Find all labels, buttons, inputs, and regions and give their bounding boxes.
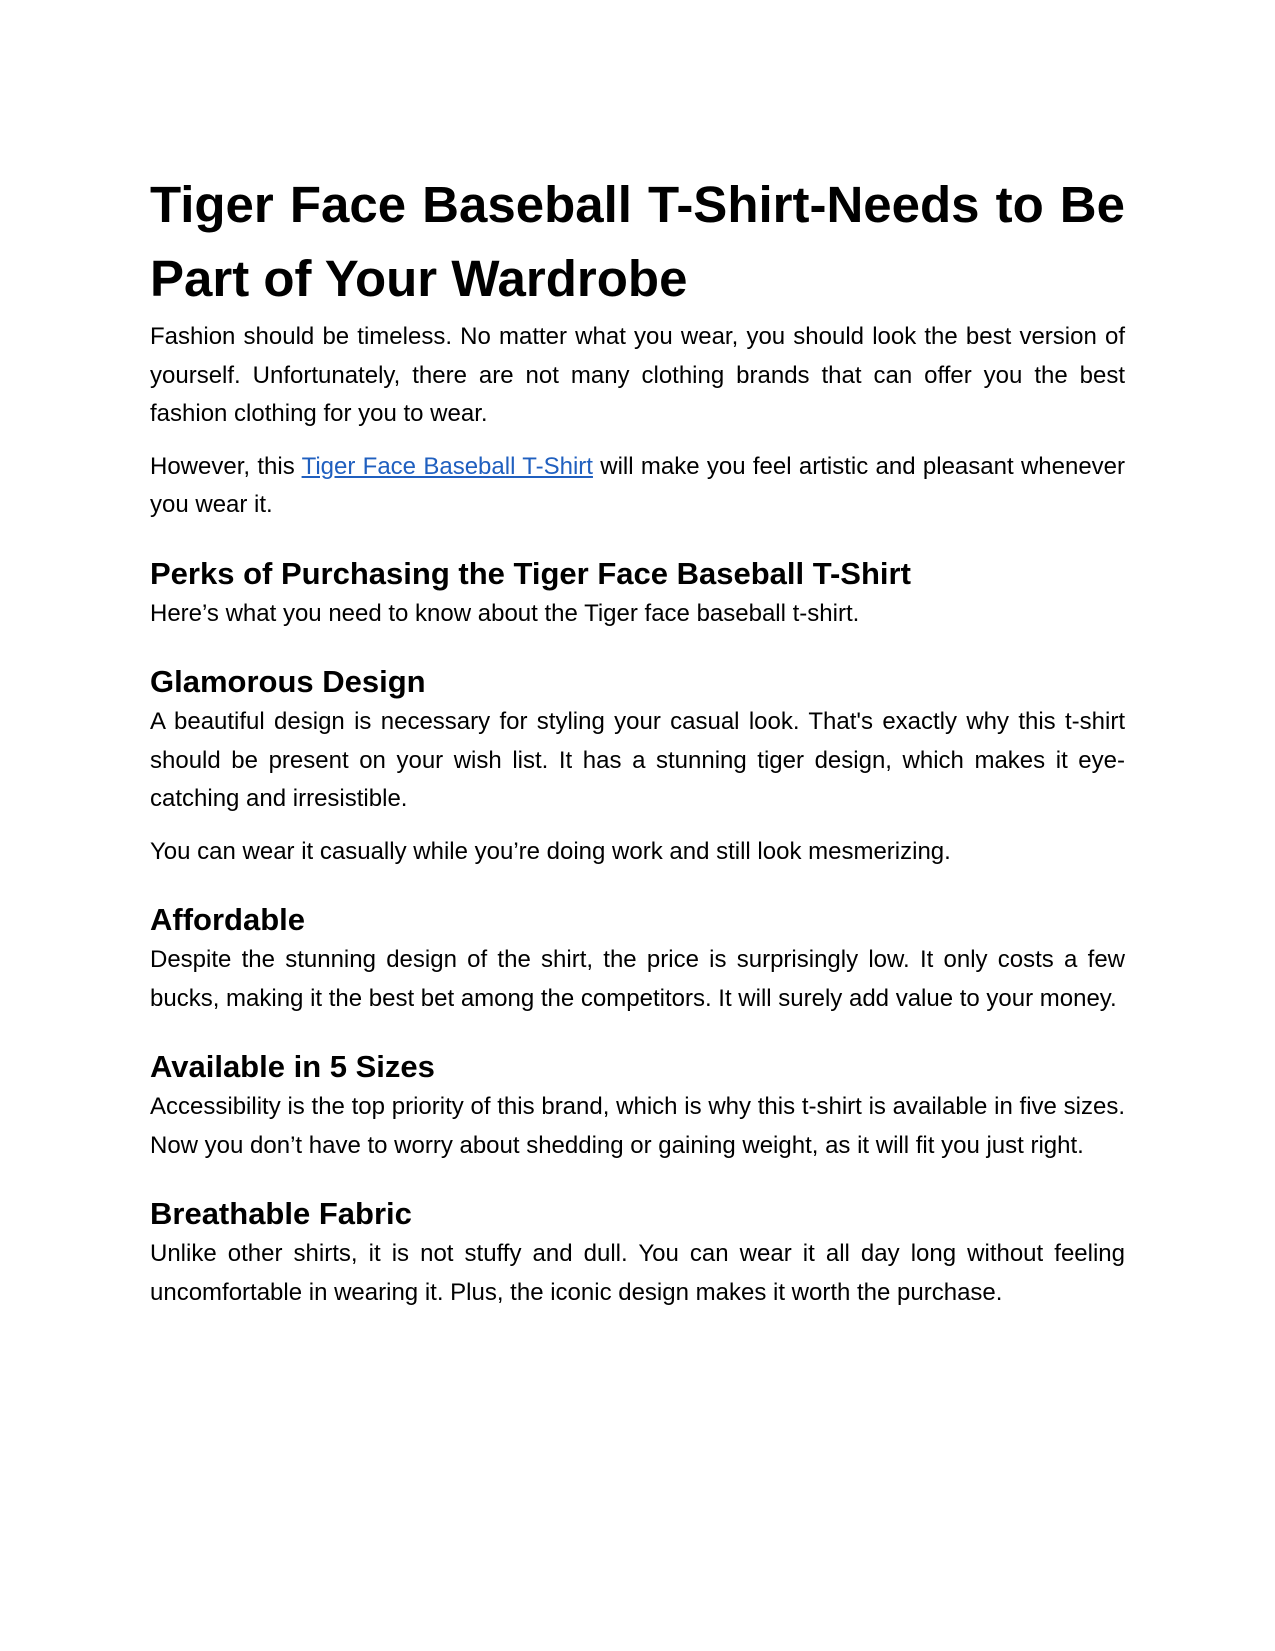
breathable-fabric-paragraph: Unlike other shirts, it is not stuffy and dull. You can wear it all day long without feeling uncomfortable in wearing it. Plus, the iconic design makes it worth the purchase.	[150, 1240, 1125, 1306]
affordable-paragraph: Despite the stunning design of the shirt, the price is surprisingly low. It only costs a few bucks, making it the best bet among the competitors. It will surely add value to your money.	[150, 946, 1125, 1012]
section-heading-affordable: Affordable	[150, 902, 305, 937]
section-heading-glamorous-design: Glamorous Design	[150, 664, 426, 699]
page-title	[150, 168, 1125, 316]
page-title-line-1: Tiger Face Baseball T-Shirt-Needs to Be	[150, 176, 1125, 233]
however-text-before: However, this	[150, 452, 302, 480]
perks-intro: Here’s what you need to know about the Tiger face baseball t-shirt.	[150, 599, 860, 627]
available-sizes-paragraph: Accessibility is the top priority of this brand, which is why this t-shirt is available in five sizes. Now you don’t have to worry about shedding or gaining weight, as it will fit you just right.	[150, 1093, 1125, 1159]
tiger-tshirt-link[interactable]: Tiger Face Baseball T-Shirt	[301, 452, 593, 480]
section-heading-available-sizes: Available in 5 Sizes	[150, 1049, 435, 1084]
glamorous-design-paragraph-2: You can wear it casually while you’re doing work and still look mesmerizing.	[150, 837, 951, 865]
however-paragraph	[150, 448, 1125, 525]
however-text-after: will make you feel artistic and pleasant whenever you wear it.	[150, 452, 1126, 518]
perks-heading: Perks of Purchasing the Tiger Face Baseball T-Shirt	[150, 555, 911, 591]
page-title-line-2: Part of Your Wardrobe	[150, 250, 688, 307]
intro-paragraph: Fashion should be timeless. No matter what you wear, you should look the best version of yourself. Unfortunately, there are not many clothing brands that can offer you the best fashion clothing for you to wear.	[150, 323, 1125, 427]
glamorous-design-paragraph-1: A beautiful design is necessary for styling your casual look. That's exactly why this t-shirt should be present on your wish list. It has a stunning tiger design, which makes it eye-catching and irresistible.	[150, 708, 1125, 812]
section-heading-breathable-fabric: Breathable Fabric	[150, 1196, 412, 1231]
